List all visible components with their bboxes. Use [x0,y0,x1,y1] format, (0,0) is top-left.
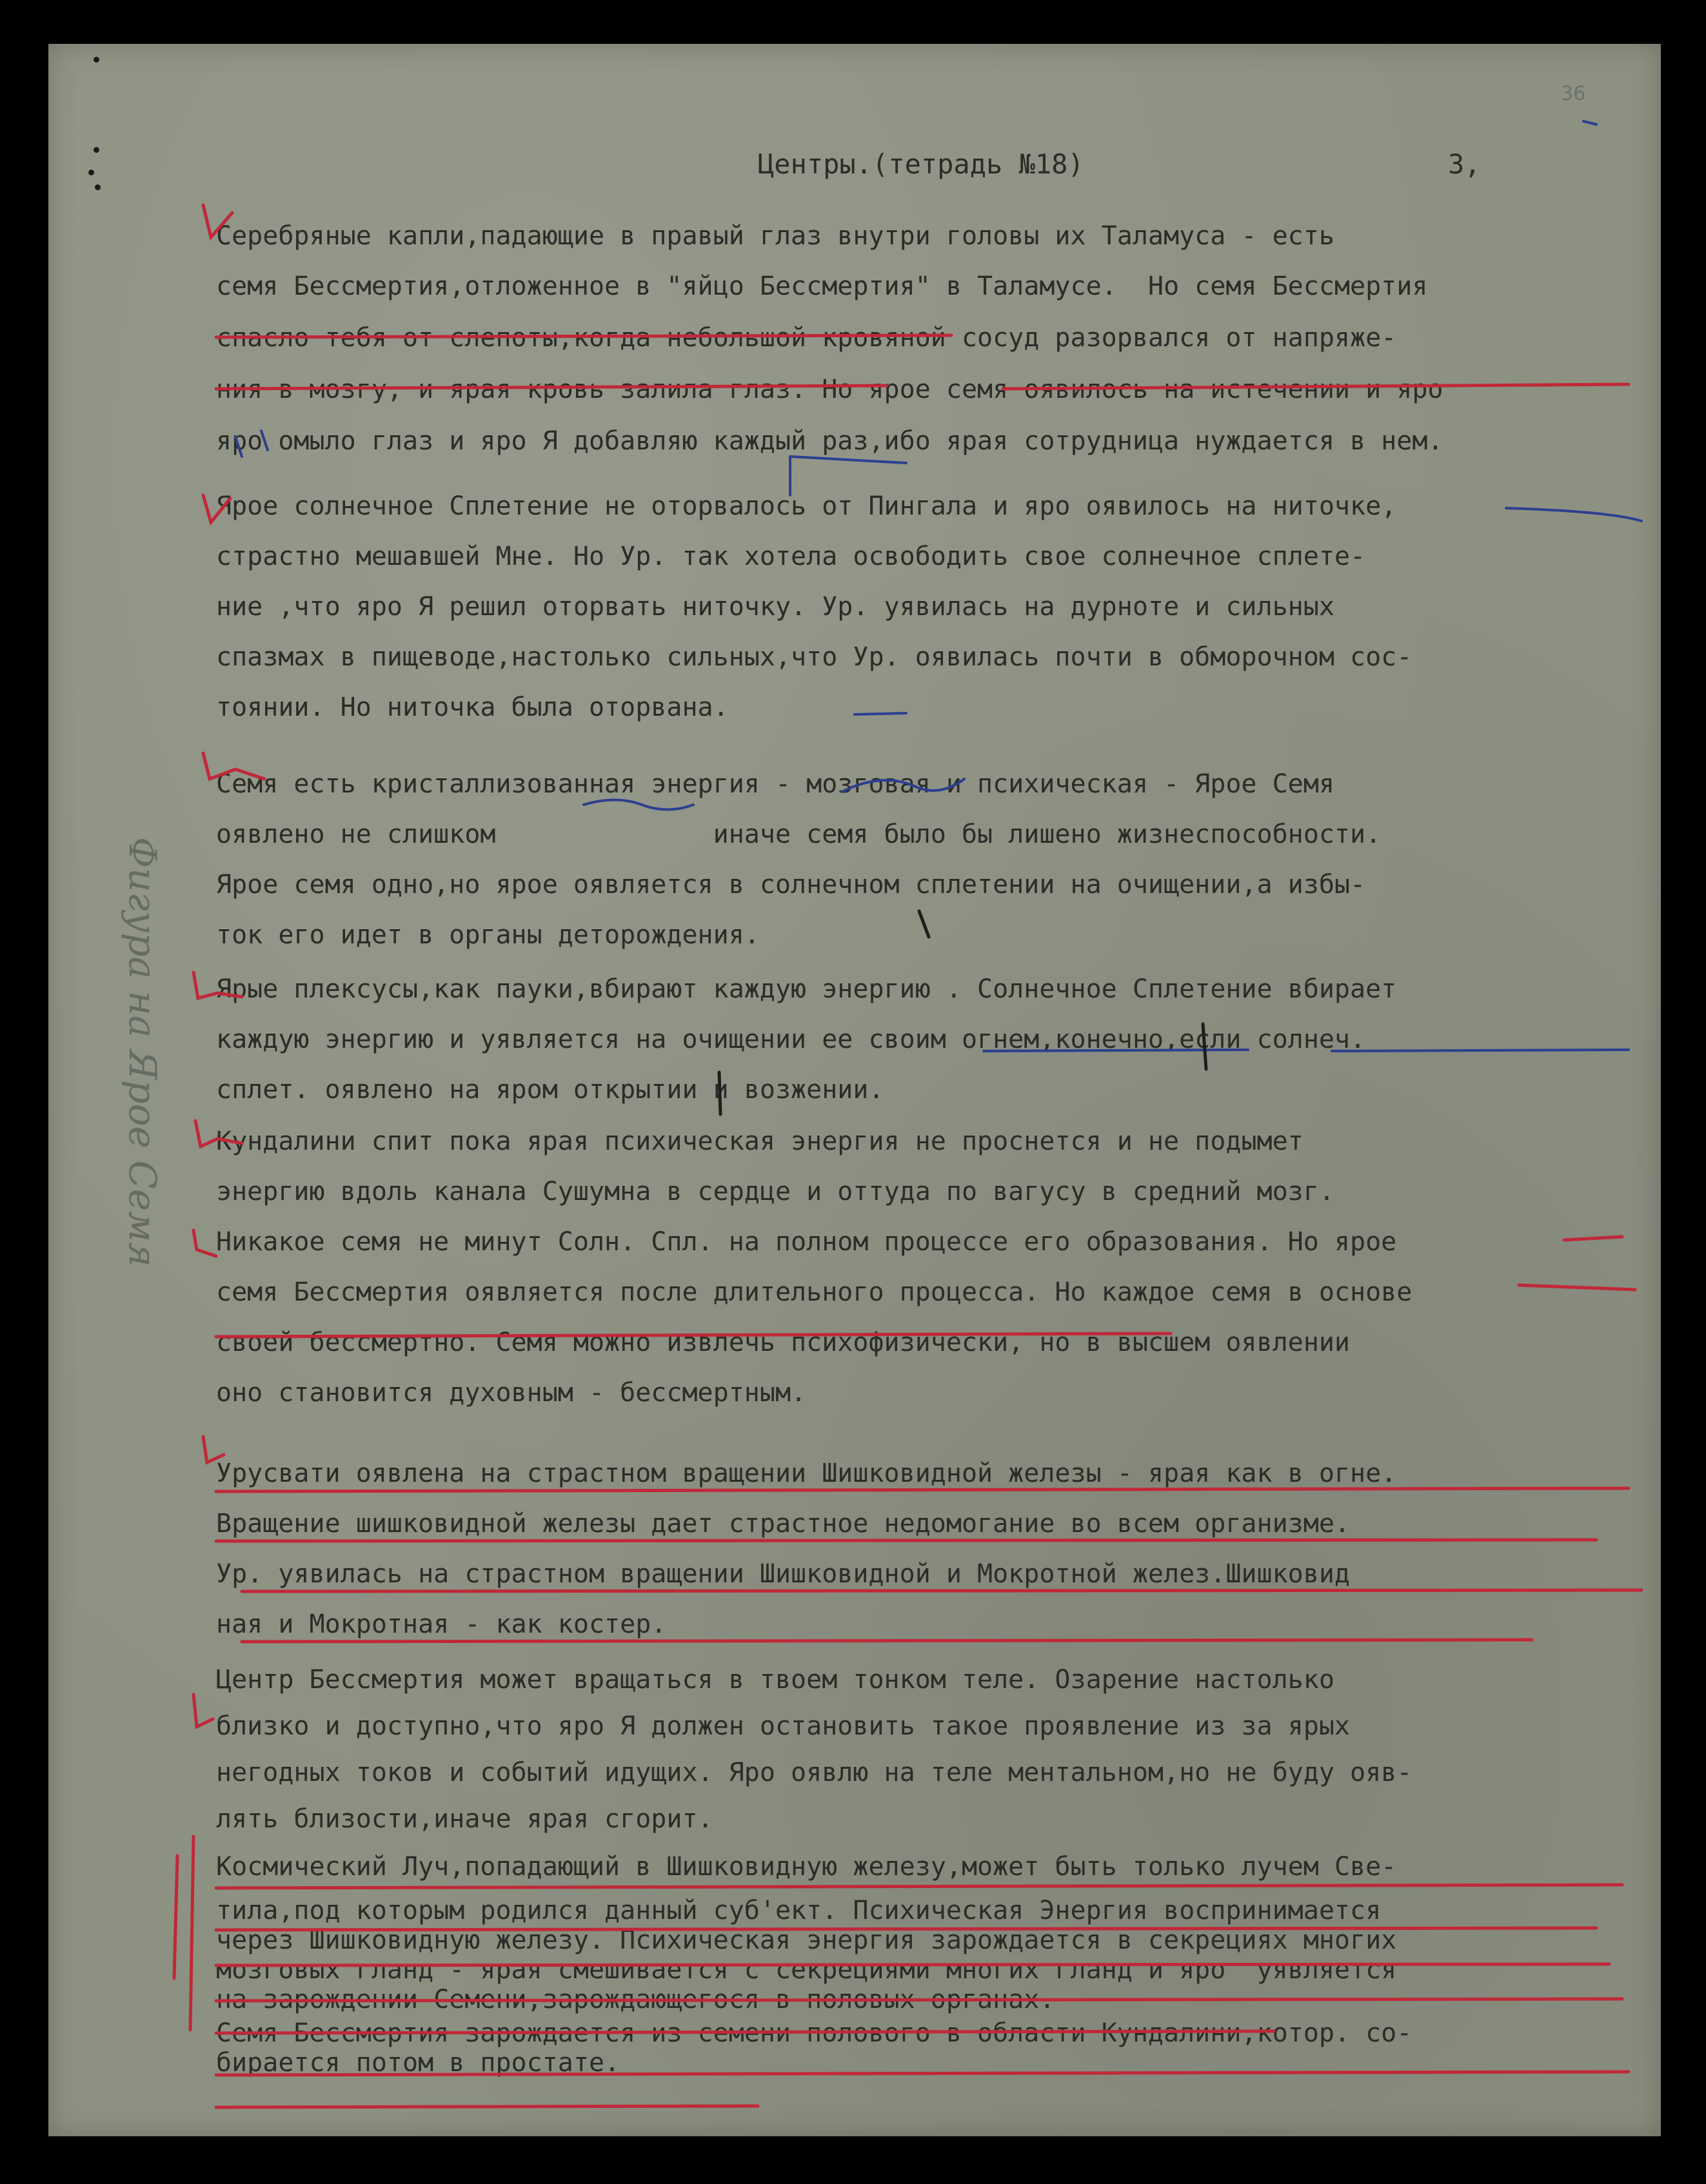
text-line: спазмах в пищеводе,настолько сильных,что Ур. оявилась почти в обморочном сос- [216,642,1413,672]
text-line: ная и Мокротная - как костер. [216,1609,667,1639]
text-line: на зарождении Семени,зарождающегося в половых органах. [216,1985,1055,2014]
blue-ink-correction [1332,1050,1629,1051]
corner-archive-number: 36 [1561,83,1586,105]
margin-note-text: Фигура на Ярое Семя [121,837,164,1267]
punch-hole-mark [94,147,99,153]
text-line: энергию вдоль канала Сушумна в сердце и оттуда по вагусу в средний мозг. [216,1177,1334,1206]
margin-handwritten-note [121,837,184,1933]
red-underline [1519,1285,1635,1290]
paragraph [216,765,1382,950]
text-line: тоянии. Но ниточка была оторвана. [216,693,729,722]
punch-hole-mark [95,184,101,190]
text-line: своей бессмертно. Семя можно извлечь психофизически, но в высшем оявлении [216,1328,1350,1357]
text-line: Серебряные капли,падающие в правый глаз внутри головы их Таламуса - есть [216,221,1334,251]
paragraph [216,1660,1413,1838]
paragraph [216,217,1443,456]
text-line: Семя есть кристаллизованная энергия - мозговая и психическая - Ярое Семя [216,769,1334,799]
blue-ink-correction [1583,121,1596,124]
page-title: Центры.(тетрадь №18) [758,148,1084,180]
text-line: ние ,что яро Я решил оторвать ниточку. Ур. уявилась на дурноте и сильных [216,592,1334,622]
text-line: мозговых гланд - ярая смешивается с секрециями многих гланд и яро уявляется [216,1955,1397,1985]
page-number: 3, [1448,148,1481,180]
text-line: Ур. уявилась на страстном вращении Шишковидной и Мокротной желез.Шишковид [216,1559,1350,1589]
dark-ink-correction [919,911,929,937]
text-line: яро омыло глаз и яро Я добавляю каждый раз,ибо ярая сотрудница нуждается в нем. [216,426,1443,456]
text-line: тила,под которым родился данный суб'ект. Психическая Энергия воспринимается [216,1896,1382,1925]
text-line: Никакое семя не минут Солн. Спл. на полном процессе его образования. Но ярое [216,1227,1397,1257]
punch-hole-mark [88,170,94,175]
text-line: спасло тебя от слепоты,когда небольшой кровяной сосуд разорвался от напряже- [216,323,1397,353]
blue-ink-correction [1506,508,1642,521]
text-line: Вращение шишковидной железы дает страстное недомогание во всем организме. [216,1509,1350,1539]
paragraph [216,1847,1413,2114]
document-page [48,44,1661,2136]
red-margin-tick [193,1695,213,1727]
text-line: ния в мозгу, и ярая кровь залила глаз. Но ярое семя оявилось на истечении и яро [216,375,1443,404]
red-underline [1564,1237,1622,1240]
text-line: каждую энергию и уявляется на очищении ее своим огнем,конечно,если солнеч. [216,1025,1366,1054]
text-line: Ярое семя одно,но ярое оявляется в солнечном сплетении на очищении,а избы- [216,870,1366,900]
red-margin-tick [193,1230,216,1256]
text-line: Ярое солнечное Сплетение не оторвалось от Пингала и яро оявилось на ниточке, [216,491,1397,521]
text-line: через Шишковидную железу. Психическая энергия зарождается в секрециях многих [216,1925,1397,1955]
text-line: Космический Луч,попадающий в Шишковидную железу,может быть только лучем Све- [216,1852,1397,1882]
paragraph [216,487,1413,722]
text-line: Урусвати оявлена на страстном вращении Шишковидной железы - ярая как в огне. [216,1459,1397,1488]
text-line: страстно мешавшей Мне. Но Ур. так хотела освободить свое солнечное сплете- [216,542,1366,571]
text-line: сплет. оявлено на яром открытии и возжении. [216,1075,884,1105]
text-line: оявлено не слишком иначе семя было бы лишено жизнеспособности. [216,820,1382,849]
text-line: бирается потом в простате. [216,2048,620,2078]
text-line: лять близости,иначе ярая сгорит. [216,1804,713,1834]
text-line: Кундалини спит пока ярая психическая энергия не проснется и не подымет [216,1126,1304,1156]
red-underline [216,2106,758,2107]
text-line: семя Бессмертия,отложенное в "яйцо Бессмертия" в Таламусе. Но семя Бессмертия [216,271,1428,301]
paragraph [216,1122,1413,1408]
text-line: Ярые плексусы,как пауки,вбирают каждую энергию . Солнечное Сплетение вбирает [216,974,1397,1004]
text-line: Центр Бессмертия может вращаться в твоем тонком теле. Озарение настолько [216,1665,1334,1695]
paragraph [216,1454,1397,1639]
blue-ink-correction [855,713,906,714]
text-line: ток его идет в органы деторождения. [216,920,760,950]
text-line: семя Бессмертия оявляется после длительного процесса. Но каждое семя в основе [216,1277,1413,1307]
text-line: близко и доступно,что яро Я должен остановить такое проявление из за ярых [216,1711,1350,1741]
text-line: негодных токов и событий идущих. Яро оявлю на теле ментальном,но не буду ояв- [216,1758,1413,1787]
paragraph [216,970,1397,1118]
text-line: Семя Бессмертия зарождается из семени полового в области Кундалини,котор. со- [216,2018,1413,2048]
punch-hole-mark [94,57,99,63]
text-line: оно становится духовным - бессмертным. [216,1378,807,1408]
